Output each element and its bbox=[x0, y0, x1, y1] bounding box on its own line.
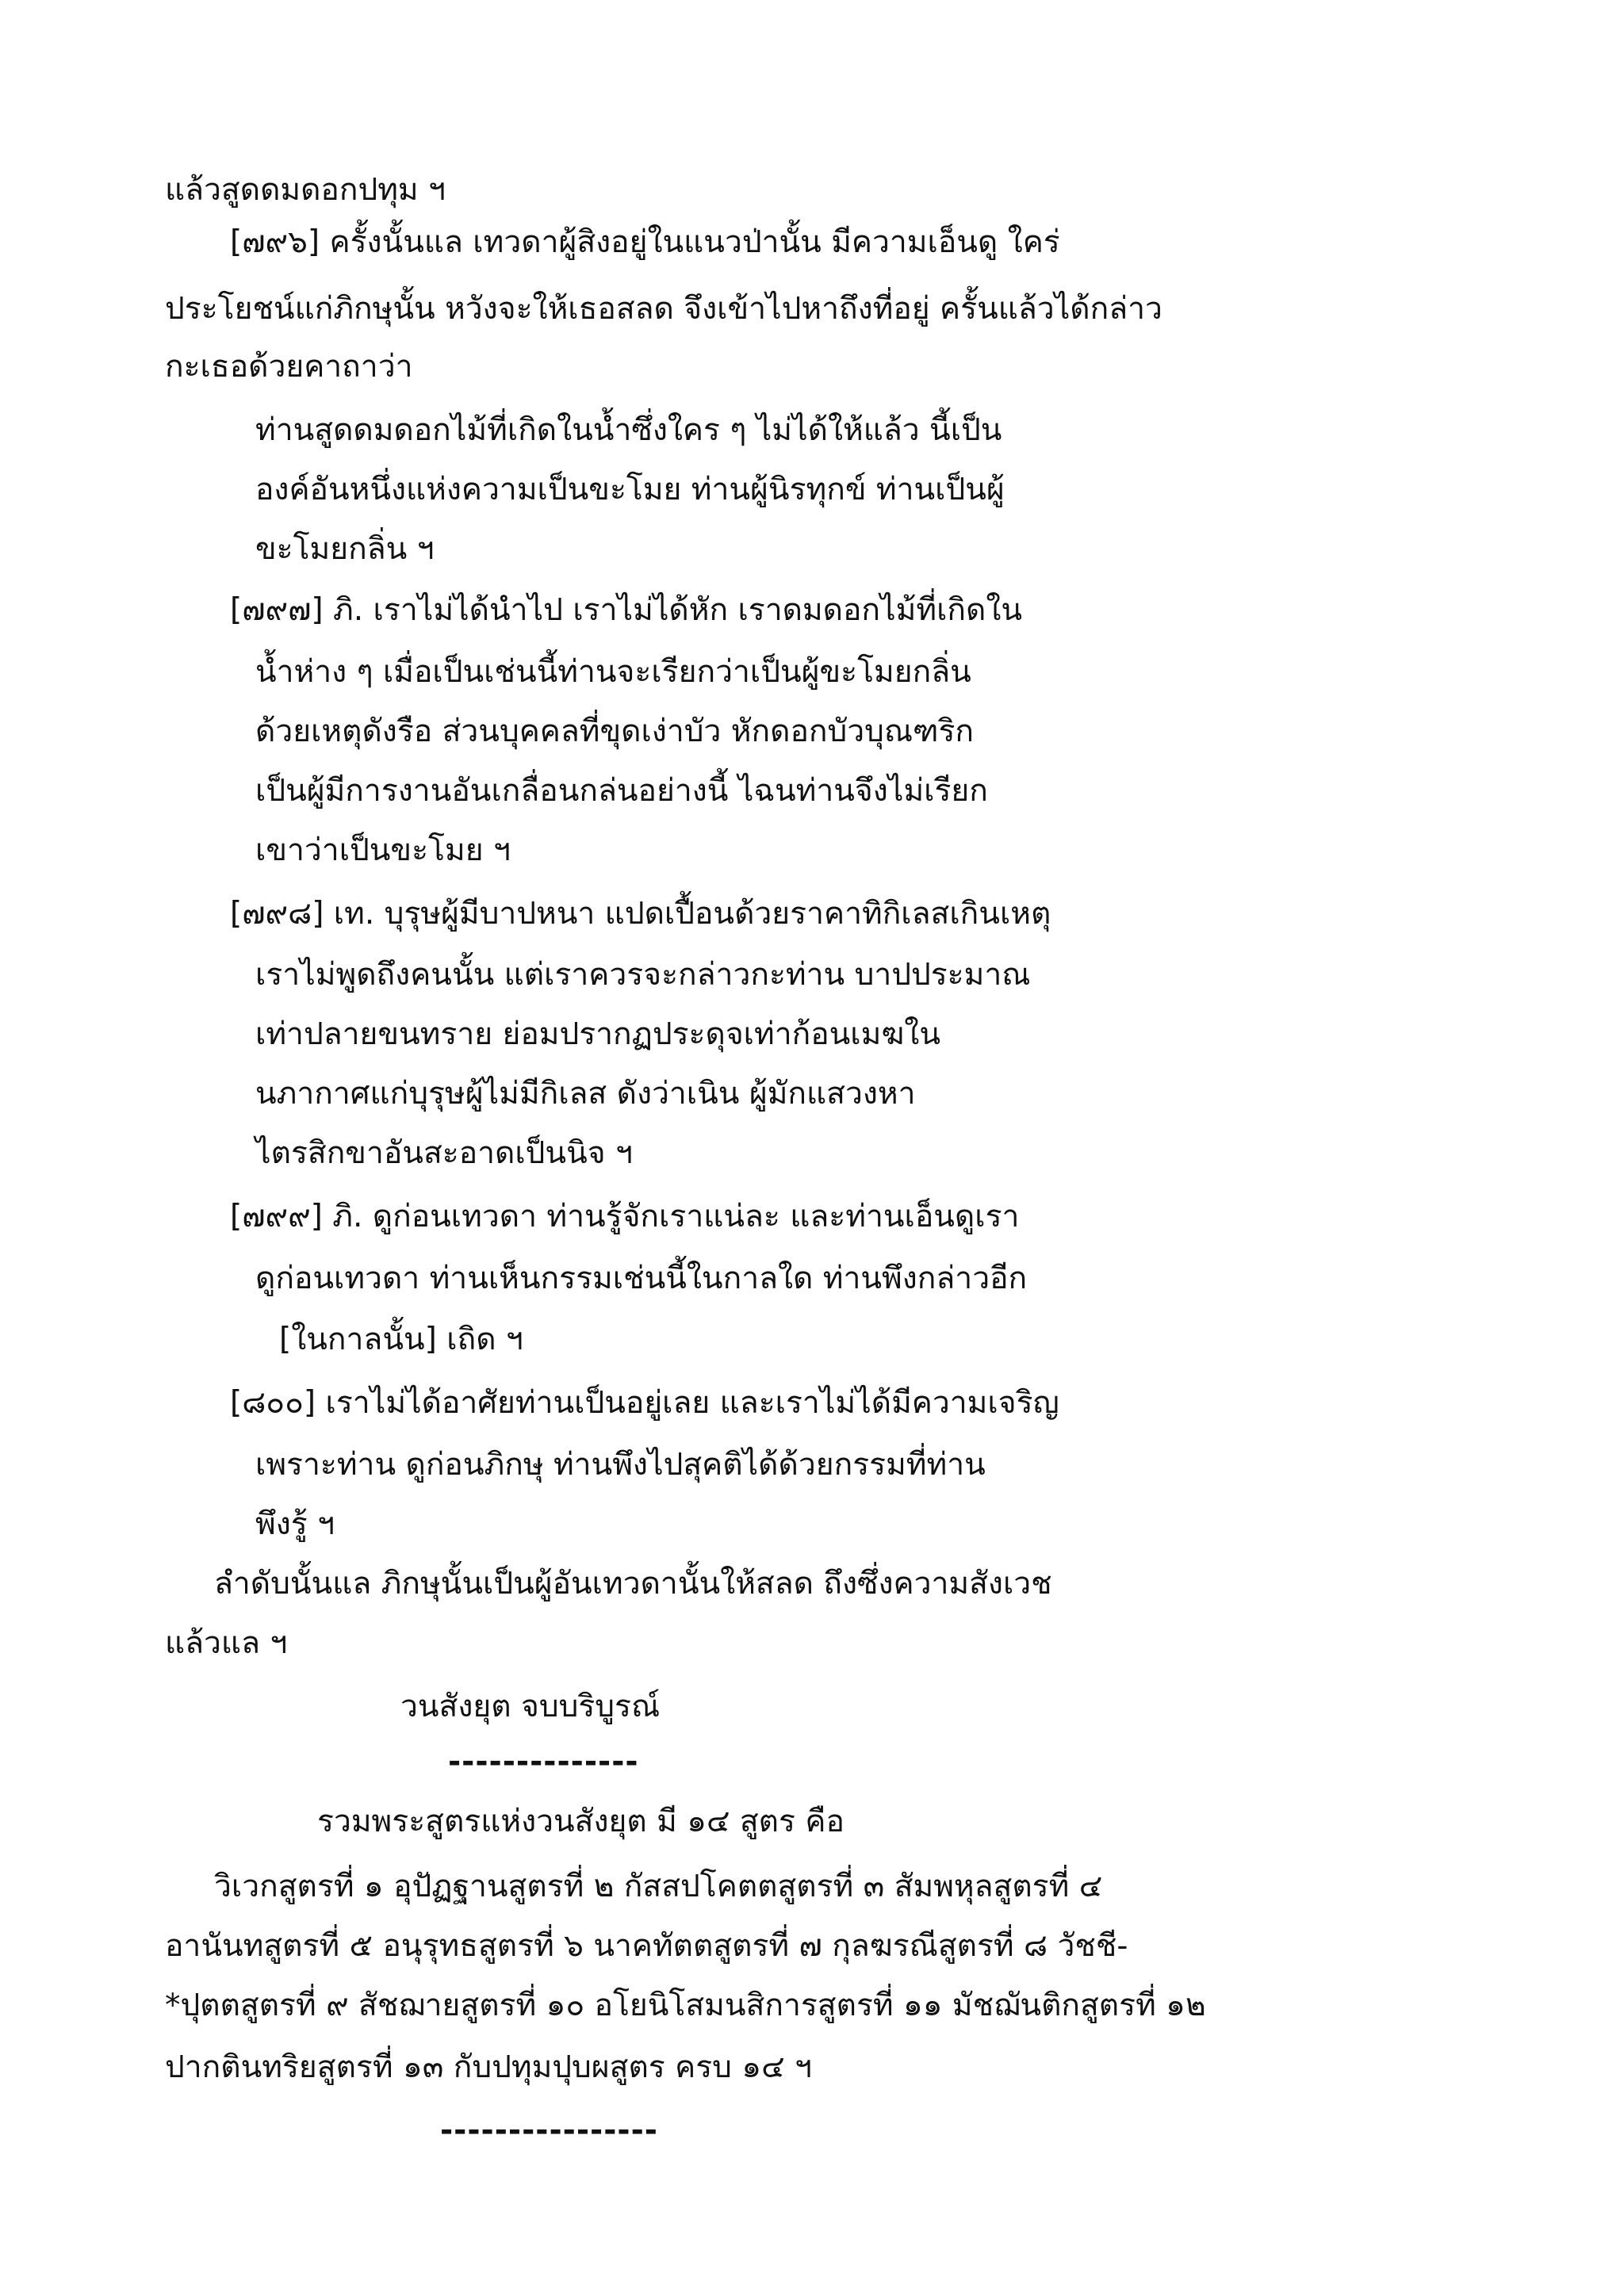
verse-line: [ในกาลนั้น] เถิด ฯ bbox=[279, 1322, 523, 1357]
verse-line: เป็นผู้มีการงานอันเกลื่อนกล่นอย่างนี้ ไฉนท่านจึงไม่เรียก bbox=[255, 773, 988, 809]
verse-line: ท่านสูดดมดอกไม้ที่เกิดในน้ำซึ่งใคร ๆ ไม่ได้ให้แล้ว นี้เป็น bbox=[255, 412, 1002, 448]
verse-line: พึงรู้ ฯ bbox=[255, 1506, 335, 1542]
summary-line: วิเวกสูตรที่ ๑ อุปัฏฐานสูตรที่ ๒ กัสสปโคตตสูตรที่ ๓ สัมพหุลสูตรที่ ๔ bbox=[214, 1869, 1103, 1904]
verse-line: เขาว่าเป็นขะโมย ฯ bbox=[255, 832, 511, 868]
separator-rule: ---------------- bbox=[440, 2113, 658, 2149]
summary-line: อานันทสูตรที่ ๕ อนุรุทธสูตรที่ ๖ นาคทัตตสูตรที่ ๗ กุลฆรณีสูตรที่ ๘ วัชชี- bbox=[165, 1928, 1128, 1964]
verse-line: ขะโมยกลิ่น ฯ bbox=[255, 531, 435, 567]
verse-line: เพราะท่าน ดูก่อนภิกษุ ท่านพึงไปสุคติได้ด้วยกรรมที่ท่าน bbox=[255, 1447, 986, 1483]
paragraph-799-line: [๗๙๙] ภิ. ดูก่อนเทวดา ท่านรู้จักเราแน่ละ และท่านเอ็นดูเรา bbox=[230, 1199, 1020, 1234]
verse-line: เท่าปลายขนทราย ย่อมปรากฏประดุจเท่าก้อนเมฆใน bbox=[255, 1016, 940, 1052]
paragraph-796-line: [๗๙๖] ครั้งนั้นแล เทวดาผู้สิงอยู่ในแนวป่านั้น มีความเอ็นดู ใคร่ bbox=[230, 224, 1060, 260]
text-line: แล้วสูดดมดอกปทุม ฯ bbox=[165, 172, 446, 208]
text-line: กะเธอด้วยคาถาว่า bbox=[165, 349, 413, 385]
verse-line: เราไม่พูดถึงคนนั้น แต่เราควรจะกล่าวกะท่าน บาปประมาณ bbox=[255, 957, 1031, 993]
verse-line: นภากาศแก่บุรุษผู้ไม่มีกิเลส ดังว่าเนิน ผู้มักแสวงหา bbox=[255, 1076, 916, 1112]
paragraph-798-line: [๗๙๘] เท. บุรุษผู้มีบาปหนา แปดเปื้อนด้วยราคาทิกิเลสเกินเหตุ bbox=[230, 896, 1051, 932]
section-end-heading: วนสังยุต จบบริบูรณ์ bbox=[400, 1689, 661, 1724]
paragraph-797-line: [๗๙๗] ภิ. เราไม่ได้นำไป เราไม่ได้หัก เราดมดอกไม้ที่เกิดใน bbox=[230, 592, 1023, 628]
summary-line: *ปุตตสูตรที่ ๙ สัชฌายสูตรที่ ๑๐ อโยนิโสมนสิการสูตรที่ ๑๑ มัชฌันติกสูตรที่ ๑๒ bbox=[165, 1988, 1206, 2023]
verse-line: ไตรสิกขาอันสะอาดเป็นนิจ ฯ bbox=[255, 1135, 633, 1171]
verse-line: ดูก่อนเทวดา ท่านเห็นกรรมเช่นนี้ในกาลใด ท่านพึงกล่าวอีก bbox=[255, 1261, 1028, 1296]
separator-rule: -------------- bbox=[448, 1744, 639, 1780]
verse-line: องค์อันหนึ่งแห่งความเป็นขะโมย ท่านผู้นิรทุกข์ ท่านเป็นผู้ bbox=[255, 472, 1005, 507]
summary-line: ปากตินทริยสูตรที่ ๑๓ กับปทุมปุบผสูตร ครบ ๑๔ ฯ bbox=[165, 2049, 812, 2085]
verse-line: น้ำห่าง ๆ เมื่อเป็นเช่นนี้ท่านจะเรียกว่าเป็นผู้ขะโมยกลิ่น bbox=[255, 654, 971, 690]
paragraph-800-line: [๘๐๐] เราไม่ได้อาศัยท่านเป็นอยู่เลย และเราไม่ได้มีความเจริญ bbox=[230, 1385, 1059, 1421]
text-line: ลำดับนั้นแล ภิกษุนั้นเป็นผู้อันเทวดานั้นให้สลด ถึงซึ่งความสังเวช bbox=[214, 1566, 1052, 1601]
summary-heading: รวมพระสูตรแห่งวนสังยุต มี ๑๔ สูตร คือ bbox=[317, 1804, 845, 1839]
text-line: แล้วแล ฯ bbox=[165, 1625, 288, 1661]
verse-line: ด้วยเหตุดังรือ ส่วนบุคคลที่ขุดเง่าบัว หักดอกบัวบุณฑริก bbox=[255, 714, 975, 749]
text-line: ประโยชน์แก่ภิกษุนั้น หวังจะให้เธอสลด จึงเข้าไปหาถึงที่อยู่ ครั้นแล้วได้กล่าว bbox=[165, 291, 1162, 327]
